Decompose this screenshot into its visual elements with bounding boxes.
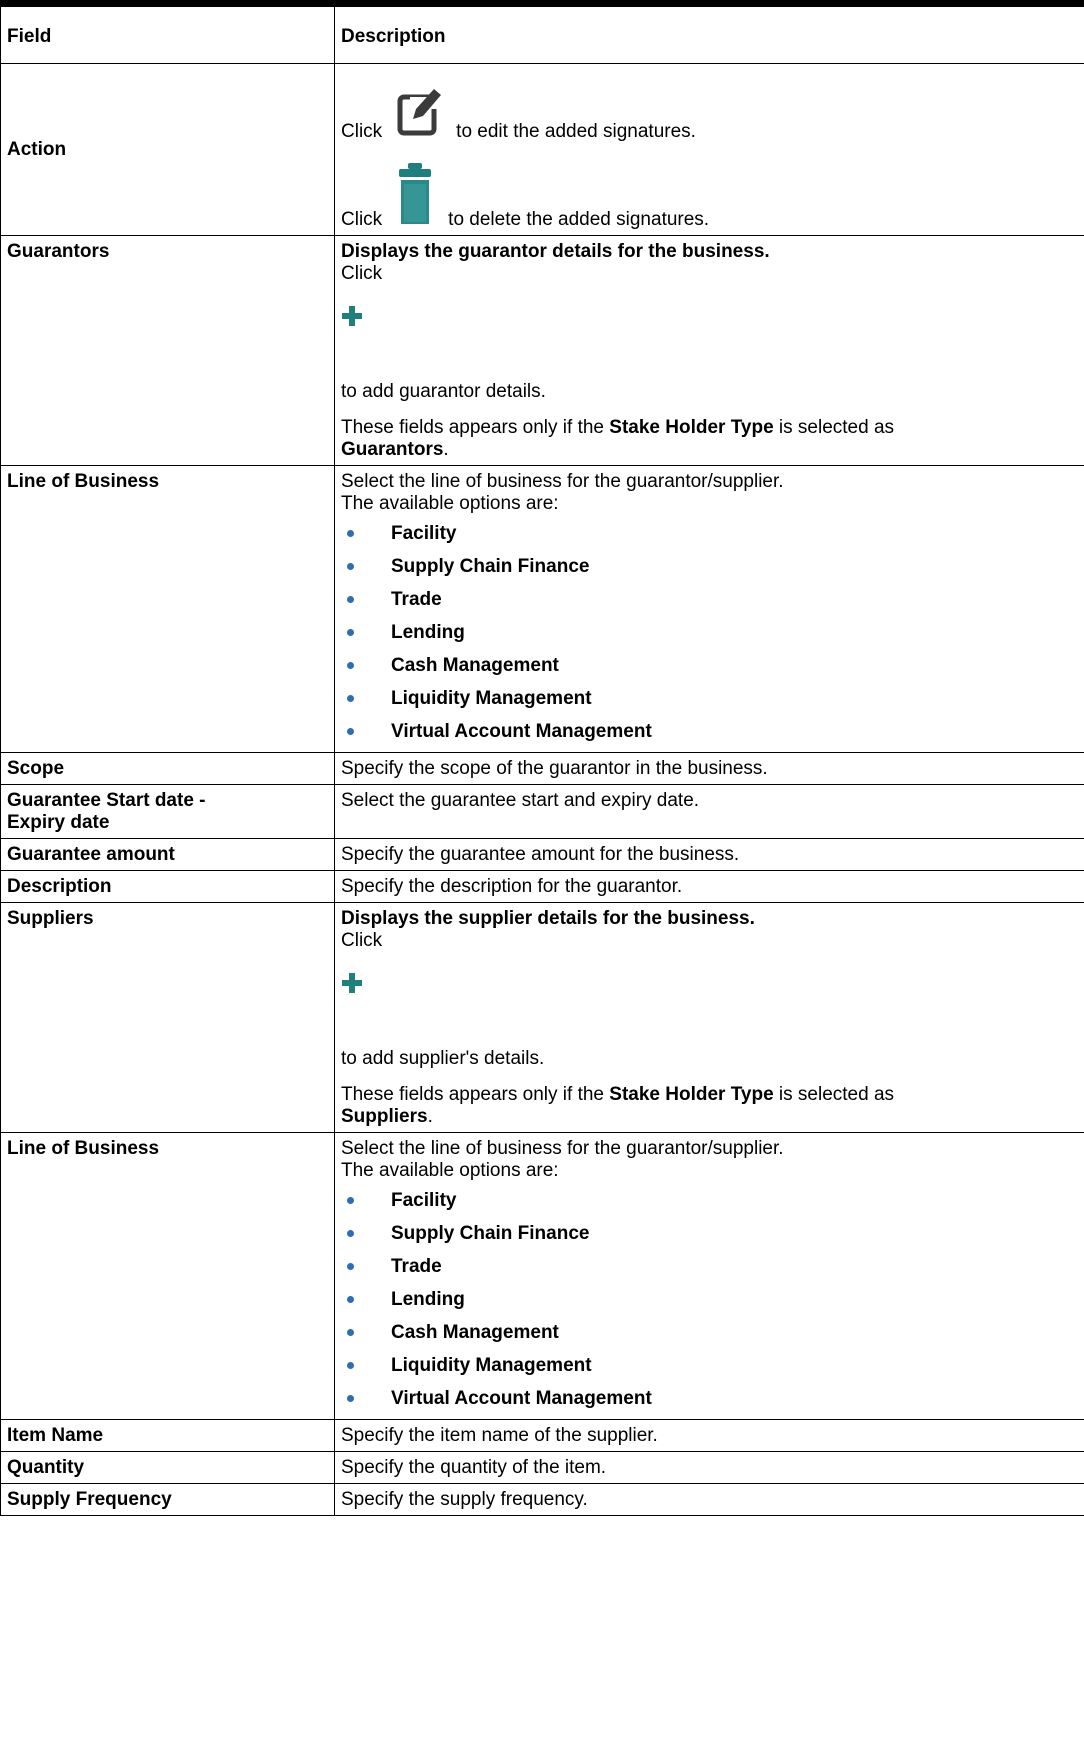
table-row-line-of-business: [1, 466, 1084, 753]
plus-icon[interactable]: [341, 305, 1078, 335]
field-action: Action: [1, 64, 335, 236]
lob-line2: The available options are:: [341, 493, 559, 514]
field-supply-frequency: Supply Frequency: [1, 1484, 335, 1516]
guarantors-heading: Displays the guarantor details for the business.: [341, 241, 770, 262]
edit-icon[interactable]: [396, 75, 442, 143]
delete-click-label: Click: [341, 209, 383, 230]
field-label-line: Guarantee Start date -: [7, 790, 206, 811]
suppliers-heading: Displays the supplier details for the business.: [341, 908, 755, 929]
desc-line-of-business: [335, 466, 1084, 753]
list-item: Trade: [341, 1250, 1078, 1283]
field-description: Description: [1, 871, 335, 903]
desc-suppliers: [335, 903, 1084, 1133]
field-line-of-business: Line of Business: [1, 466, 335, 753]
field-label-line: Expiry date: [7, 812, 110, 833]
desc-line-of-business: [335, 1133, 1084, 1420]
desc-item-name: Specify the item name of the supplier.: [335, 1420, 1084, 1452]
note-text: These fields appears only if the: [341, 417, 610, 438]
guarantors-note: [341, 417, 1078, 461]
field-item-name: Item Name: [1, 1420, 335, 1452]
header-field: Field: [1, 7, 335, 64]
list-item: Lending: [341, 616, 1078, 649]
desc-scope: Specify the scope of the guarantor in the business.: [335, 753, 1084, 785]
desc-supply-frequency: Specify the supply frequency.: [335, 1484, 1084, 1516]
desc-guarantee-dates: Select the guarantee start and expiry date.: [335, 785, 1084, 839]
suppliers-click-label: Click: [341, 930, 383, 951]
table-row-scope: [1, 753, 1084, 785]
edit-instruction-text: to edit the added signatures.: [456, 121, 696, 142]
list-item: Supply Chain Finance: [341, 1217, 1078, 1250]
guarantors-click-label: Click: [341, 263, 383, 284]
field-line-of-business: Line of Business: [1, 1133, 335, 1420]
list-item: Cash Management: [341, 649, 1078, 682]
note-period: .: [427, 1106, 433, 1127]
field-guarantee-amount: Guarantee amount: [1, 839, 335, 871]
table-header-row: [1, 7, 1084, 64]
lob-line1: Select the line of business for the guarantor/supplier.: [341, 471, 784, 492]
list-item: Liquidity Management: [341, 682, 1078, 715]
delete-instruction-text: to delete the added signatures.: [448, 209, 710, 230]
note-text: is selected as: [773, 417, 895, 438]
desc-guarantors: [335, 236, 1084, 466]
list-item: Cash Management: [341, 1316, 1078, 1349]
table-row-action: [1, 64, 1084, 236]
delete-instruction: [341, 159, 1078, 231]
field-suppliers: Suppliers: [1, 903, 335, 1133]
lob-line1: Select the line of business for the guarantor/supplier.: [341, 1138, 784, 1159]
list-item: Supply Chain Finance: [341, 550, 1078, 583]
table-row-supply-frequency: [1, 1484, 1084, 1516]
header-description: Description: [335, 7, 1084, 64]
note-period: .: [443, 439, 449, 460]
field-scope: Scope: [1, 753, 335, 785]
edit-click-label: Click: [341, 121, 383, 142]
list-item: Virtual Account Management: [341, 715, 1078, 748]
note-value: Suppliers: [341, 1106, 428, 1127]
lob-line2: The available options are:: [341, 1160, 559, 1181]
table-row-guarantors: [1, 236, 1084, 466]
table-row-guarantee-dates: [1, 785, 1084, 839]
note-stakeholder-type: Stake Holder Type: [609, 417, 774, 438]
note-text: These fields appears only if the: [341, 1084, 610, 1105]
suppliers-add-text: to add supplier's details.: [341, 1048, 545, 1069]
table-row-quantity: [1, 1452, 1084, 1484]
table-row-guarantee-amount: [1, 839, 1084, 871]
table-row-item-name: [1, 1420, 1084, 1452]
table-row-line-of-business: [1, 1133, 1084, 1420]
plus-icon[interactable]: [341, 972, 1078, 1002]
edit-instruction: [341, 73, 1078, 143]
desc-quantity: Specify the quantity of the item.: [335, 1452, 1084, 1484]
note-value: Guarantors: [341, 439, 444, 460]
field-quantity: Quantity: [1, 1452, 335, 1484]
desc-action: [335, 64, 1084, 236]
list-item: Trade: [341, 583, 1078, 616]
desc-guarantee-amount: Specify the guarantee amount for the business.: [335, 839, 1084, 871]
guarantors-add-text: to add guarantor details.: [341, 381, 546, 402]
suppliers-note: [341, 1084, 1078, 1128]
list-item: Lending: [341, 1283, 1078, 1316]
field-guarantors: Guarantors: [1, 236, 335, 466]
table-row-suppliers: [1, 903, 1084, 1133]
lob-options-list: [341, 1184, 1078, 1415]
list-item: Facility: [341, 1184, 1078, 1217]
list-item: Facility: [341, 517, 1078, 550]
desc-description: Specify the description for the guarantor.: [335, 871, 1084, 903]
trash-icon[interactable]: [398, 163, 432, 231]
note-stakeholder-type: Stake Holder Type: [609, 1084, 774, 1105]
lob-options-list: [341, 517, 1078, 748]
field-description-table: [0, 6, 1084, 1516]
field-guarantee-dates: [1, 785, 335, 839]
list-item: Liquidity Management: [341, 1349, 1078, 1382]
list-item: Virtual Account Management: [341, 1382, 1078, 1415]
table-row-description: [1, 871, 1084, 903]
note-text: is selected as: [773, 1084, 895, 1105]
